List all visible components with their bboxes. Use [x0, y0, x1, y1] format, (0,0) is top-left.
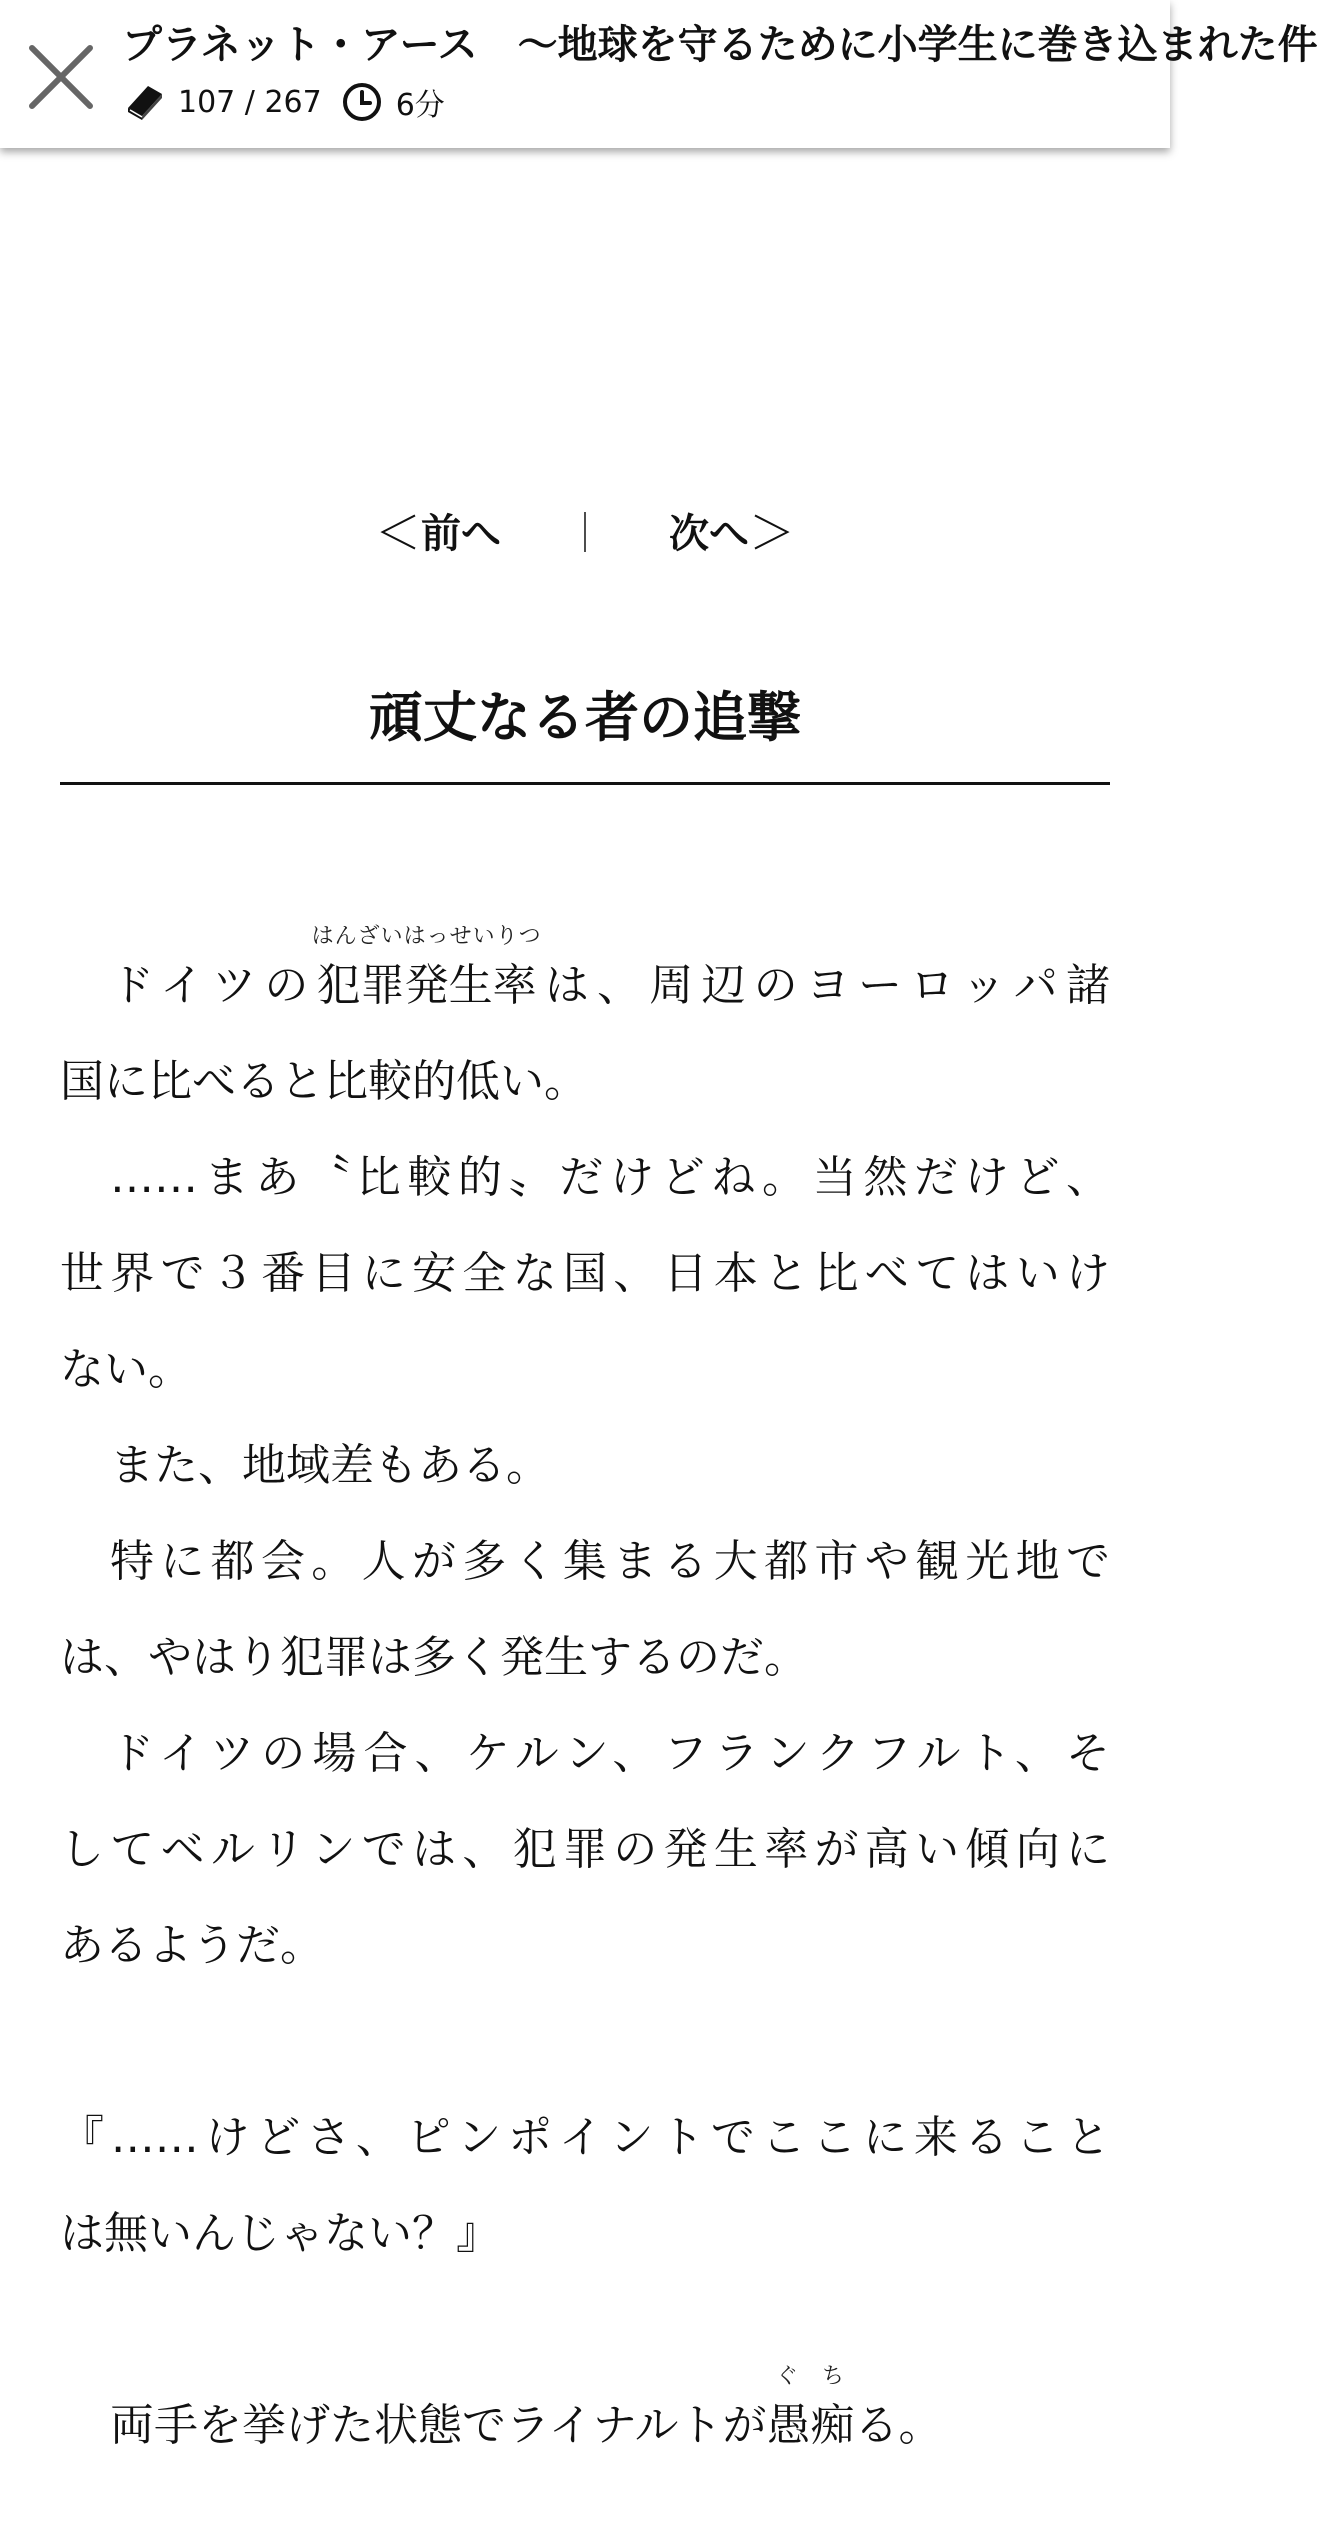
text-line: は無いんじゃない？』 [60, 2208, 500, 2259]
text-line: 国に比べると比較的低い。 [60, 1056, 588, 1107]
book-icon [122, 80, 166, 124]
close-button[interactable] [22, 38, 100, 116]
text-line: ……まあ〝比較的〟だけどね。当然だけど、 [110, 1152, 1110, 1203]
text-line: 両手を挙げた状態でライナルトが ぐ ち 愚痴る。 [110, 2364, 943, 2451]
chevron-right-icon: ＞ [749, 506, 795, 560]
reading-time: 6分 [395, 88, 445, 123]
nav-separator: ｜ [565, 510, 605, 557]
text-line: あるようだ。 [60, 1920, 324, 1971]
close-icon [26, 42, 96, 112]
clock-icon [340, 80, 384, 124]
chapter-nav [0, 495, 1170, 565]
next-label: 次へ [669, 510, 749, 557]
text-line: ない。 [60, 1344, 192, 1395]
ruby-annotation: はんざいはっせいりつ [311, 924, 542, 949]
page-progress: 107 / 267 [178, 84, 322, 120]
text-line: 特に都会。人が多く集まる大都市や観光地で [110, 1536, 1110, 1587]
prev-label: 前へ [421, 510, 501, 557]
text-line: は、やはり犯罪は多く発生するのだ。 [60, 1632, 808, 1683]
text-line: ドイツの場合、ケルン、フランクフルト、そ [110, 1728, 1110, 1779]
text-line: また、地域差もある。 [110, 1440, 550, 1491]
reading-meta [122, 78, 445, 126]
book-title: プラネット・アース ～地球を守るために小学生に巻き込まれた件 [122, 22, 1318, 68]
text-line: してベルリンでは、犯罪の発生率が高い傾向に [60, 1824, 1110, 1875]
text-line: ドイツの はんざいはっせいりつ 犯罪発生率は、周辺のヨーロッパ諸 [110, 924, 1110, 1011]
ruby-annotation: ぐ ち [775, 2364, 845, 2389]
reader-header [0, 0, 1318, 148]
prev-chapter-link[interactable] [375, 497, 501, 563]
text-line: 世界で３番目に安全な国、日本と比べてはいけ [60, 1248, 1110, 1299]
next-chapter-link[interactable] [669, 497, 795, 563]
title-divider [60, 782, 1110, 785]
text-line: 『……けどさ、ピンポイントでここに来ること [60, 2112, 1110, 2163]
chapter-title: 頑丈なる者の追撃 [369, 686, 801, 749]
chevron-left-icon: ＜ [375, 506, 421, 560]
